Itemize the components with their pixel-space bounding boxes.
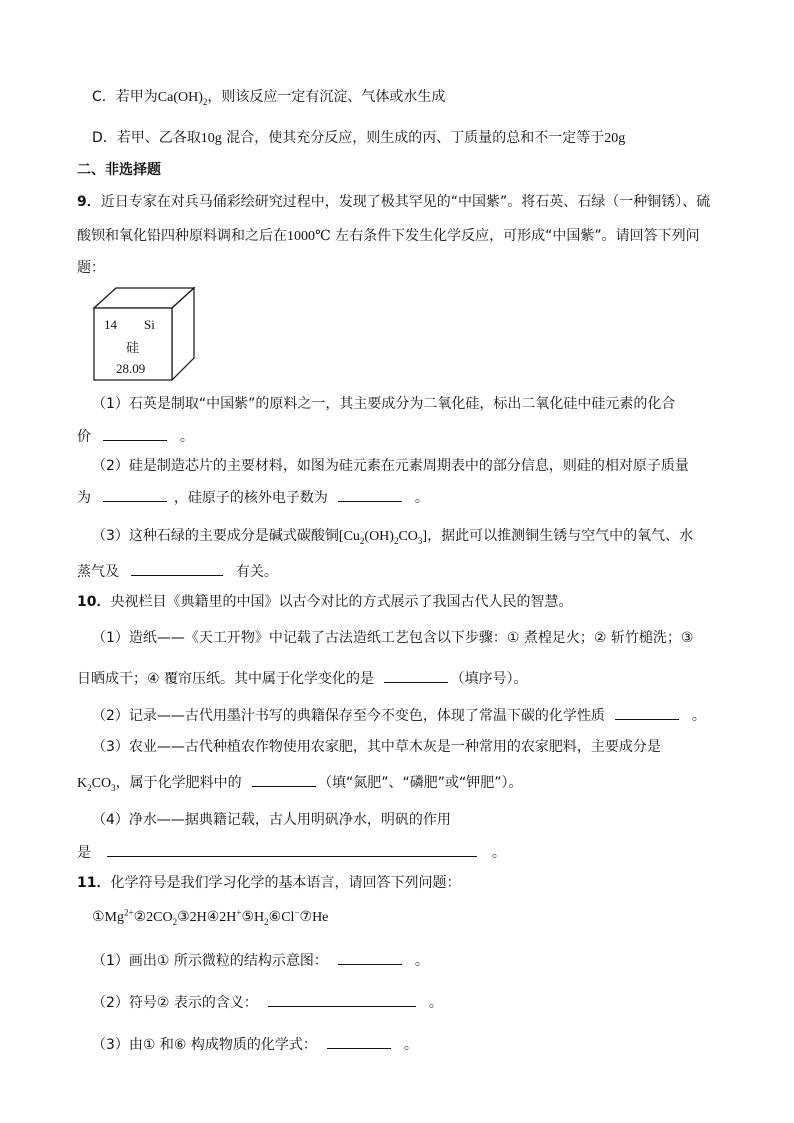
- q10-p3-end: （填“氮肥”、“磷肥”或“钾肥”）。: [318, 775, 523, 791]
- q9-p2-end: 。: [414, 490, 429, 506]
- q11-p3-text: （3）由① 和⑥ 构成物质的化学式：: [92, 1037, 317, 1053]
- q11-p2-text: （2）符号② 表示的含义：: [92, 995, 258, 1011]
- q11-stem: [77, 873, 460, 893]
- q9-p3-answer-blank[interactable]: [131, 561, 223, 576]
- q9-p2-answer-blank-2[interactable]: [338, 487, 402, 502]
- q9-part2-line2: [77, 487, 429, 508]
- q9-part2-line1: （2）硅是制造芯片的主要材料，如图为硅元素在元素周期表中的部分信息，则硅的相对原子质量: [92, 458, 689, 474]
- q10-p2-answer-blank[interactable]: [615, 705, 679, 720]
- q10-p2-end: 。: [691, 708, 706, 724]
- q9-stem-line1: [77, 192, 710, 212]
- q9-stem-line3: 题：: [77, 260, 105, 276]
- option-c: [92, 87, 445, 108]
- option-c-prefix: C．若甲为: [92, 89, 158, 105]
- option-c-formula: Ca(OH): [157, 90, 203, 105]
- q9-p1-end: 。: [179, 429, 194, 445]
- q11-p2-end: 。: [428, 995, 443, 1011]
- q11-part2: [92, 992, 443, 1013]
- q11-part1: [92, 950, 429, 971]
- option-c-suffix: ，则该反应一定有沉淀、气体或水生成: [207, 89, 446, 105]
- q9-p3-prefix: （3）这种石绿的主要成分是碱式碳酸铜: [92, 528, 339, 544]
- q10-p3-answer-blank[interactable]: [252, 772, 316, 787]
- element-symbol: Si: [144, 317, 155, 332]
- q9-part1-line1: （1）石英是制取“中国紫”的原料之一，其主要成分为二氧化硅，标出二氧化硅中硅元素的化合: [92, 396, 676, 412]
- q10-p1-end: （填序号）。: [450, 671, 528, 687]
- q9-p3-suffix: ，据此可以推测铜生锈与空气中的氧气、水: [427, 528, 694, 544]
- q10-number: 10．: [77, 594, 111, 610]
- q10-part3-line1: （3）农业——古代种植农作物使用农家肥，其中草木灰是一种常用的农家肥料，主要成分是: [92, 739, 661, 755]
- q10-p4-prefix: 是: [77, 845, 91, 861]
- q10-p1-answer-blank[interactable]: [384, 668, 448, 683]
- q9-part3-line1: [92, 526, 693, 547]
- option-c-formula-sub: 2: [202, 96, 208, 107]
- q9-p2-prefix: 为: [77, 490, 91, 506]
- q9-part1-line2: [77, 426, 194, 447]
- q10-part1-line2: [77, 668, 527, 689]
- element-atomic-number: 14: [104, 317, 117, 332]
- q11-number: 11．: [77, 875, 111, 891]
- q10-part1-line1: （1）造纸——《天工开物》中记载了古法造纸工艺包含以下步骤：① 煮楻足火；② 斩竹槌洗；③: [92, 630, 694, 646]
- q10-p1-prefix: 日晒成干；④ 覆帘压纸。其中属于化学变化的是: [77, 671, 374, 687]
- element-name: 硅: [126, 341, 140, 356]
- q9-p1-answer-blank[interactable]: [103, 426, 167, 441]
- section-title: 二、非选择题: [77, 162, 161, 178]
- q9-stem-line2: [77, 226, 700, 247]
- q9-p1-prefix: 价: [77, 429, 91, 445]
- q11-p1-answer-blank[interactable]: [338, 950, 402, 965]
- q9-line2b: 左右条件下发生化学反应，可形成“中国紫”。请回答下列问: [330, 228, 700, 244]
- q10-p2-text: （2）记录——古代用墨汁书写的典籍保存至今不变色，体现了常温下碳的化学性质: [92, 708, 605, 724]
- element-atomic-mass: 28.09: [116, 361, 146, 376]
- q9-p3-formula: $[Cu_2(OH)_2CO_3]$: [338, 529, 428, 546]
- silicon-element-figure: [92, 286, 196, 382]
- q10-part3-line2: [77, 772, 523, 794]
- q11-stem-text: 化学符号是我们学习化学的基本语言，请回答下列问题：: [110, 875, 461, 891]
- option-d: [92, 128, 625, 149]
- q11-p1-text: （1）画出① 所示微粒的结构示意图：: [92, 953, 328, 969]
- option-d-mass: 10g: [200, 131, 222, 146]
- q11-p2-answer-blank[interactable]: [268, 992, 416, 1007]
- q11-p1-end: 。: [414, 953, 429, 969]
- q11-p3-answer-blank[interactable]: [327, 1034, 391, 1049]
- q10-part4-line2: [77, 842, 506, 863]
- q10-p3-formula: $K_2CO_3$: [77, 776, 116, 793]
- q11-part3: [92, 1034, 418, 1055]
- q9-p2-mid: ，硅原子的核外电子数为: [173, 490, 328, 506]
- q9-line2a: 酸钡和氧化铅四种原料调和之后在: [77, 228, 287, 244]
- q9-part3-line2: [77, 561, 278, 582]
- q10-part2: [92, 705, 706, 726]
- option-d-mass2: 20g: [604, 131, 626, 146]
- q9-p2-answer-blank-1[interactable]: [103, 487, 167, 502]
- q9-line1-text: 近日专家在对兵马俑彩绘研究过程中，发现了极其罕见的“中国紫”。将石英、石绿（一种铜锈）、硫: [100, 194, 711, 210]
- q9-temperature: 1000℃: [287, 229, 331, 244]
- q9-number: 9．: [77, 194, 101, 210]
- q10-stem: [77, 592, 572, 612]
- q9-p3-line2-end: 有关。: [235, 564, 278, 580]
- q11-p3-end: 。: [403, 1037, 418, 1053]
- q10-p3-mid: ，属于化学肥料中的: [115, 775, 242, 791]
- option-d-mid: 混合，使其充分反应，则生成的丙、丁质量的总和不一定等于: [221, 130, 605, 146]
- option-d-prefix: D．若甲、乙各取: [92, 130, 201, 146]
- q10-p4-answer-blank[interactable]: [107, 842, 477, 857]
- q9-p3-line2-prefix: 蒸气及: [77, 564, 119, 580]
- q10-part4-line1: （4）净水——据典籍记载，古人用明矾净水，明矾的作用: [92, 812, 451, 828]
- q10-stem-text: 央视栏目《典籍里的中国》以古今对比的方式展示了我国古代人民的智慧。: [110, 594, 573, 610]
- q11-symbols: $①Mg^{2+}②2CO_2③2H④2H^+⑤H_2⑥Cl^-⑦He$: [92, 907, 329, 927]
- q10-p4-end: 。: [491, 845, 506, 861]
